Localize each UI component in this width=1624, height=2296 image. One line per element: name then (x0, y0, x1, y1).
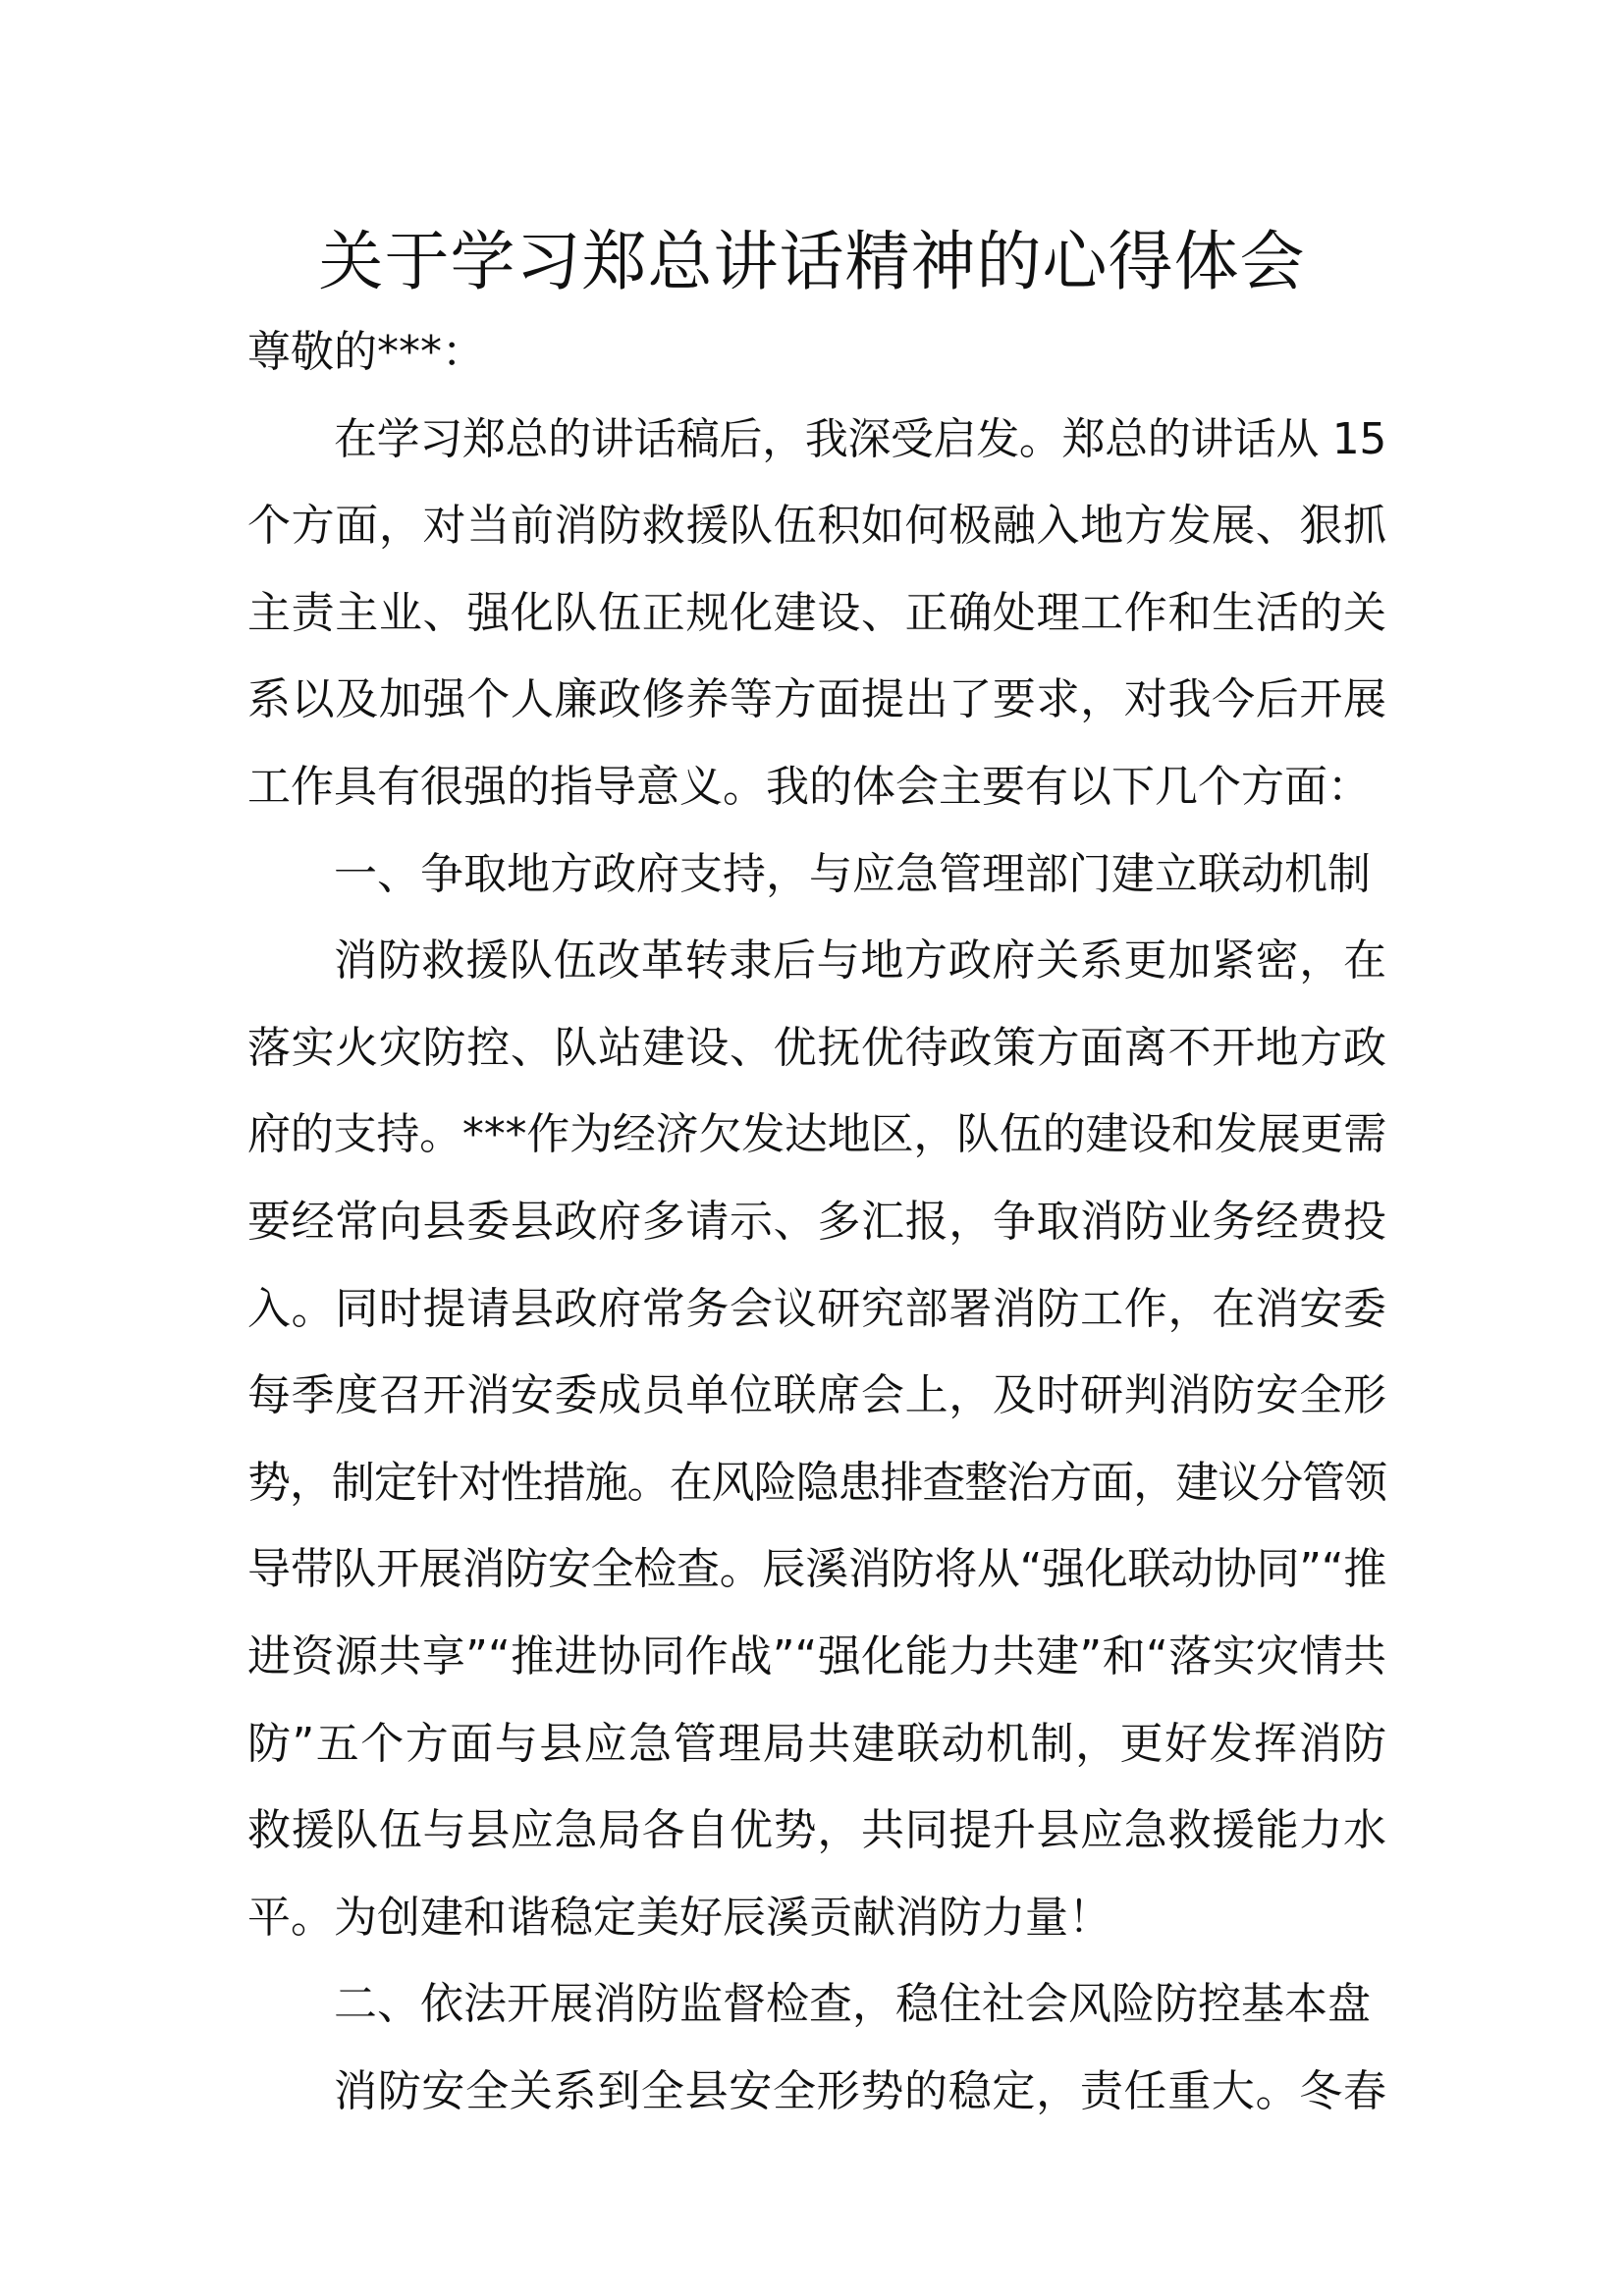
section-heading: 二、依法开展消防监督检查，稳住社会风险防控基本盘 (334, 1979, 1371, 2030)
paragraph-line: 消防安全关系到全县安全形势的稳定，责任重大。冬春 (334, 2065, 1386, 2116)
document-body (247, 309, 1386, 2135)
paragraph-line: 在学习郑总的讲话稿后，我深受启发。郑总的讲话从 15 (334, 413, 1386, 464)
paragraph-line: 救援队伍与县应急局各自优势，共同提升县应急救援能力水 (247, 1805, 1386, 1856)
document-title: 关于学习郑总讲话精神的心得体会 (318, 224, 1306, 299)
paragraph-line: 要经常向县委县政府多请示、多汇报，争取消防业务经费投 (247, 1196, 1386, 1247)
section-heading: 一、争取地方政府支持，与应急管理部门建立联动机制 (334, 848, 1371, 899)
paragraph-line: 工作具有很强的指导意义。我的体会主要有以下几个方面： (247, 761, 1371, 812)
paragraph-line: 系以及加强个人廉政修养等方面提出了要求，对我今后开展 (247, 674, 1386, 725)
paragraph-line: 导带队开展消防安全检查。辰溪消防将从“强化联动协同”“推 (247, 1544, 1386, 1595)
paragraph-line: 入。同时提请县政府常务会议研究部署消防工作，在消安委 (247, 1283, 1386, 1334)
paragraph-line: 防”五个方面与县应急管理局共建联动机制，更好发挥消防 (247, 1718, 1386, 1769)
paragraph-line: 府的支持。***作为经济欠发达地区，队伍的建设和发展更需 (247, 1109, 1386, 1160)
paragraph-line: 个方面，对当前消防救援队伍积如何极融入地方发展、狠抓 (247, 501, 1386, 552)
paragraph-line: 平。为创建和谐稳定美好辰溪贡献消防力量！ (247, 1892, 1111, 1943)
paragraph-line: 落实火灾防控、队站建设、优抚优待政策方面离不开地方政 (247, 1022, 1386, 1073)
paragraph-line: 进资源共享”“推进协同作战”“强化能力共建”和“落实灾情共 (247, 1630, 1386, 1682)
paragraph-line: 势，制定针对性措施。在风险隐患排查整治方面，建议分管领 (247, 1457, 1386, 1508)
salutation: 尊敬的***： (247, 327, 485, 377)
paragraph-line: 每季度召开消安委成员单位联席会上，及时研判消防安全形 (247, 1370, 1386, 1421)
paragraph-line: 消防救援队伍改革转隶后与地方政府关系更加紧密，在 (334, 935, 1386, 987)
paragraph-line: 主责主业、强化队伍正规化建设、正确处理工作和生活的关 (247, 587, 1386, 638)
